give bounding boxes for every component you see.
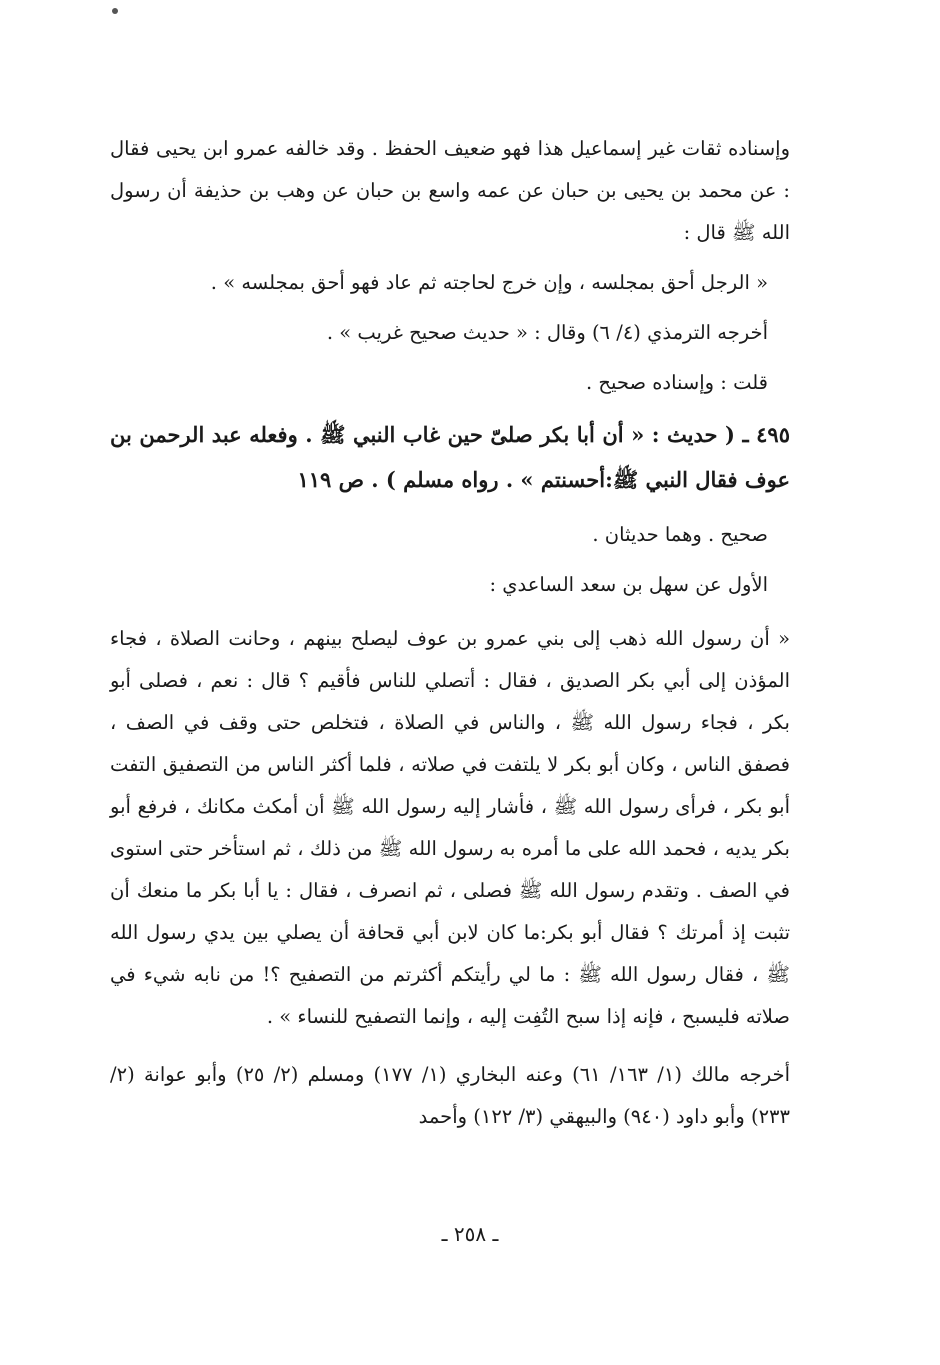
hadith-heading-495: ٤٩٥ ـ ( حديث : « أن أبا بكر صلىّ حين غاب النبي ﷺ . وفعله عبد الرحمن بن عوف فقال النبي ﷺ:أحسنتم » . رواه مسلم ) . ص ١١٩: [110, 422, 790, 492]
page-number: ـ ٢٥٨ ـ: [441, 1222, 499, 1246]
takhrij-sources: أخرجه مالك (١/ ١٦٣/ ٦١) وعنه البخاري (١/ ١٧٧) ومسلم (٢/ ٢٥) وأبو عوانة (٢/ ٢٣٣) وأبو داود (٩٤٠) والبيهقي (٣/ ١٢٢) وأحمد: [110, 1063, 790, 1128]
author-note: قلت : وإسناده صحيح .: [585, 371, 768, 394]
page-body: [110, 128, 790, 1138]
hadith-text-majlis: « الرجل أحق بمجلسه ، وإن خرج لحاجته ثم عاد فهو أحق بمجلسه » .: [210, 271, 768, 294]
first-hadith-intro: الأول عن سهل بن سعد الساعدي :: [489, 573, 768, 596]
hadith-text-sahl: « أن رسول الله ذهب إلى بني عمرو بن عوف ليصلح بينهم ، وحانت الصلاة ، فجاء المؤذن إلى أبي بكر الصديق ، فقال : أتصلي للناس فأقيم ؟ قال : نعم ، فصلى أبو بكر ، فجاء رسول الله ﷺ ، والناس في الصلاة ، فتخلص حتى وقف في الصف ، فصفق الناس ، وكان أبو بكر لا يلتفت في صلاته ، فلما أكثر الناس من التصفيق التفت أبو بكر ، فرأى رسول الله ﷺ ، فأشار إليه رسول الله ﷺ أن أمكث مكانك ، فرفع أبو بكر يديه ، فحمد الله على ما أمره به رسول الله ﷺ من ذلك ، ثم استأخر حتى استوى في الصف . وتقدم رسول الله ﷺ فصلى ، ثم انصرف ، فقال : يا أبا بكر ما منعك أن تثبت إذ أمرتك ؟ فقال أبو بكر:ما كان لابن أبي قحافة أن يصلي بين يدي رسول الله ﷺ ، فقال رسول الله ﷺ : ما لي رأيتكم أكثرتم من التصفيح ؟! من نابه شيء في صلاته فليسبح ، فإنه إذا سبح التُفِت إليه ، وإنما التصفيح للنساء » .: [110, 627, 790, 1028]
takhrij-tirmidhi: أخرجه الترمذي (٤/ ٦) وقال : « حديث صحيح غريب » .: [326, 321, 768, 344]
grading-note: صحيح . وهما حديثان .: [592, 523, 768, 546]
page-speck: [112, 8, 118, 14]
paragraph-isnad-weak: وإسناده ثقات غير إسماعيل هذا فهو ضعيف الحفظ . وقد خالفه عمرو ابن يحيى فقال : عن محمد بن يحيى بن حبان عن عمه واسع بن حبان عن وهب بن حذيفة أن رسول الله ﷺ قال :: [110, 137, 790, 244]
